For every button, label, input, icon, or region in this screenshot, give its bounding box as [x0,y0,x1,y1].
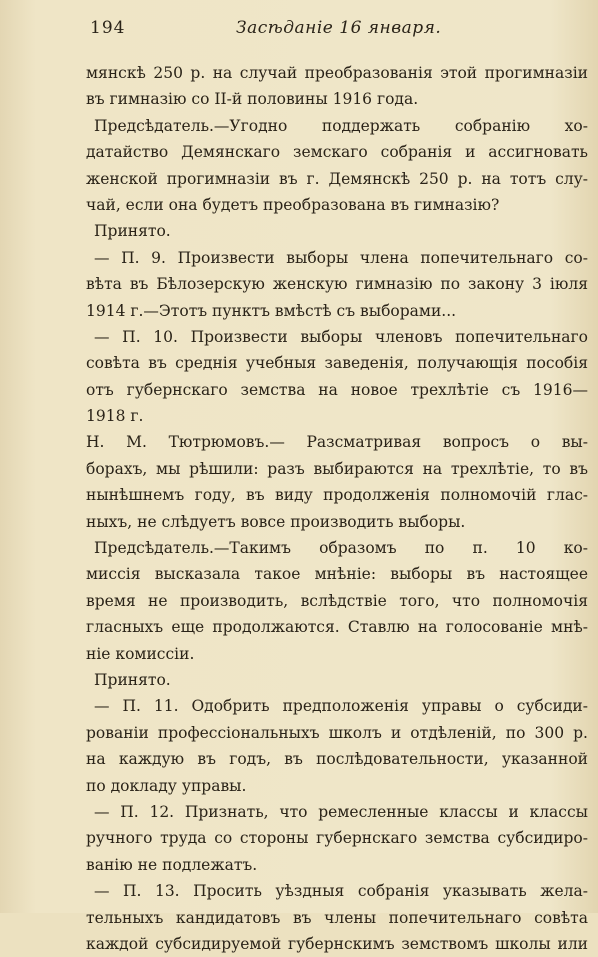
text-line: совѣта въ среднія учебныя заведенія, получающія пособія [86,354,588,373]
text-line: Предсѣдатель.—Угодно поддержать собранію хо- [94,116,588,135]
text-line: датайство Демянскаго земскаго собранія и ассигновать [86,143,588,162]
text-line: — П. 9. Произвести выборы члена попечительнаго со- [94,248,588,267]
running-head-title: Засѣданіе 16 января. [236,18,442,38]
page-header [60,18,560,44]
text-line: отъ губернскаго земства на новое трехлѣтіе съ 1916— [86,380,588,399]
text-line: Н. М. Тютрюмовъ.— Разсматривая вопросъ о вы- [86,433,588,452]
text-line: вѣта въ Бѣлозерскую женскую гимназію по закону 3 іюля [86,275,588,294]
page-number: 194 [90,18,126,38]
text-line: 1918 г. [86,407,144,426]
text-line: каждой субсидируемой губернскимъ земствомъ школы или [86,934,588,953]
text-line: въ гимназію со II-й половины 1916 года. [86,90,419,109]
text-line: ванію не подлежатъ. [86,855,258,874]
body-text [86,60,588,957]
text-line: 1914 г.—Этотъ пунктъ вмѣстѣ съ выборами... [86,301,457,320]
text-line: — П. 12. Признать, что ремесленные классы и классы [94,802,588,821]
text-line: нынѣшнемъ году, въ виду продолженія полномочій глас- [86,486,588,505]
text-line: гласныхъ еще продолжаются. Ставлю на голосованіе мнѣ- [86,618,588,637]
text-line: борахъ, мы рѣшили: разъ выбираются на трехлѣтіе, то въ [86,459,588,478]
text-line: миссія высказала такое мнѣніе: выборы въ настоящее [86,565,588,584]
text-line: на каждую въ годъ, въ послѣдовательности, указанной [86,750,588,769]
text-line: рованіи профессіональныхъ школъ и отдѣленій, по 300 р. [86,723,588,742]
text-line: женской прогимназіи въ г. Демянскѣ 250 р. на тотъ слу- [86,169,588,188]
text-line: Принято. [94,222,171,241]
text-line: Предсѣдатель.—Такимъ образомъ по п. 10 ко- [94,539,588,558]
text-line: тельныхъ кандидатовъ въ члены попечительнаго совѣта [86,908,588,927]
text-line: чай, если она будетъ преобразована въ гимназію? [86,195,500,214]
text-line: — П. 13. Просить уѣздныя собранія указывать жела- [94,882,588,901]
text-line: по докладу управы. [86,776,247,795]
text-line: — П. 10. Произвести выборы членовъ попечительнаго [94,327,588,346]
text-line: — П. 11. Одобрить предположенія управы о субсиди- [94,697,588,716]
text-line: ручного труда со стороны губернскаго земства субсидиро- [86,829,588,848]
text-line: время не производить, вслѣдствіе того, что полномочія [86,591,588,610]
text-line: мянскѣ 250 р. на случай преобразованія этой прогимназіи [86,64,588,82]
text-line: ныхъ, не слѣдуетъ вовсе производить выборы. [86,512,466,531]
text-line: ніе комиссіи. [86,644,195,663]
text-line: Принято. [94,670,171,689]
